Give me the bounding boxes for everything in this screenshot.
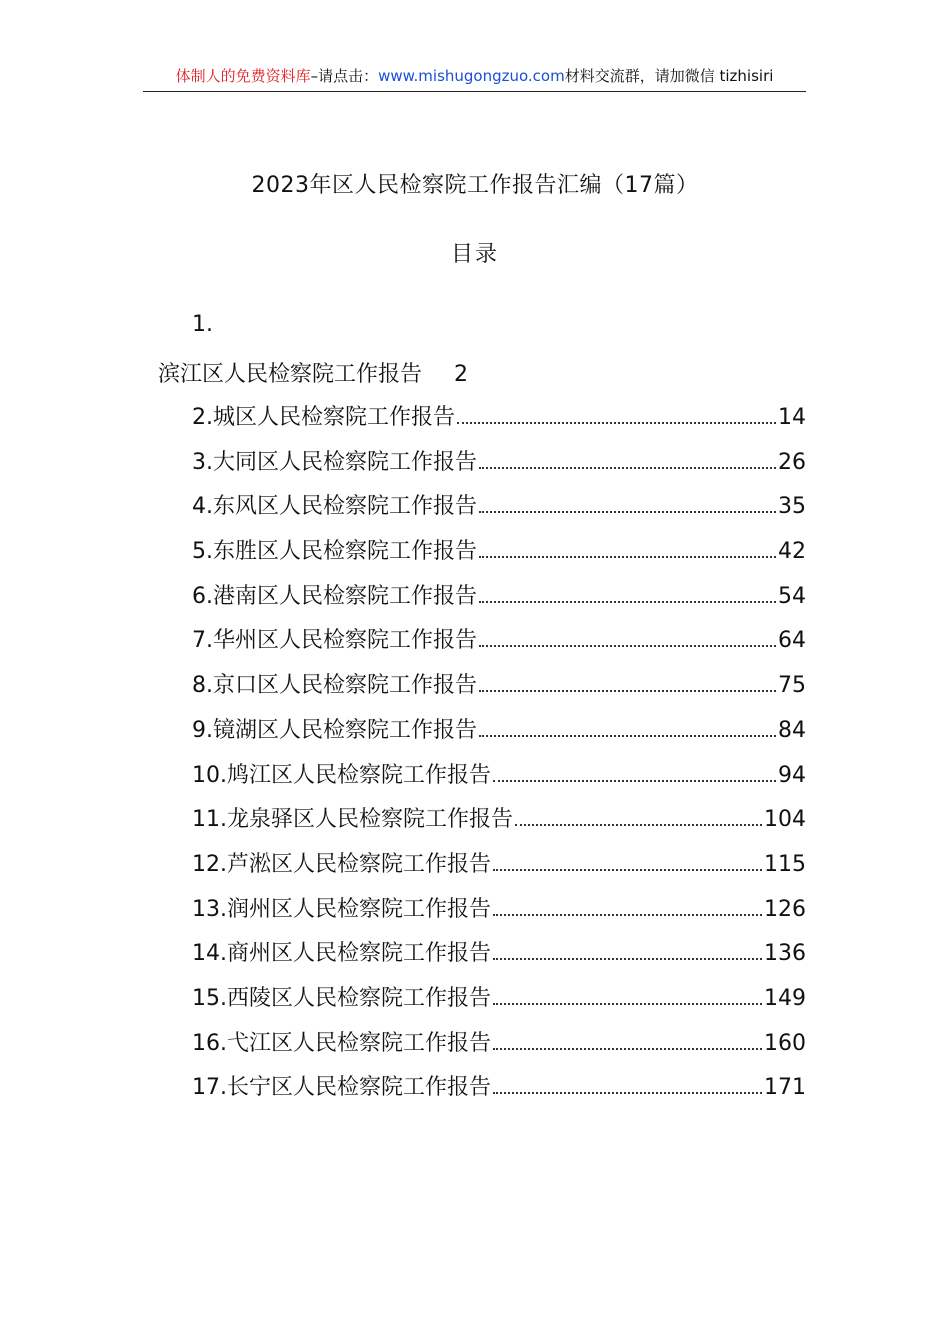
toc-item-title: 10.鸠江区人民检察院工作报告 — [192, 762, 491, 788]
website-link[interactable]: www.mishugongzuo.com — [378, 67, 565, 85]
toc-item-title: 16.弋江区人民检察院工作报告 — [192, 1030, 491, 1056]
toc-item-title: 3.大同区人民检察院工作报告 — [192, 449, 477, 475]
toc-item-page: 42 — [778, 539, 806, 565]
dot-leader — [493, 892, 762, 916]
toc-item-page: 14 — [778, 405, 806, 430]
dot-leader — [493, 758, 776, 782]
toc-first-number: 1. — [192, 312, 213, 337]
header-prompt: –请点击： — [310, 67, 379, 85]
dot-leader — [479, 713, 776, 737]
toc-first-entry[interactable] — [158, 357, 468, 388]
toc-item[interactable] — [192, 534, 806, 579]
document-title: 2023年区人民检察院工作报告汇编（17篇） — [251, 173, 699, 198]
dot-leader — [479, 668, 776, 692]
toc-item-page: 115 — [764, 851, 806, 877]
dot-leader — [479, 623, 776, 647]
toc-item-title: 13.润州区人民检察院工作报告 — [192, 896, 491, 922]
toc-item-title: 14.商州区人民检察院工作报告 — [192, 941, 491, 967]
toc-item-page: 84 — [778, 717, 806, 743]
toc-item[interactable] — [192, 713, 806, 758]
toc-item-title: 6.港南区人民检察院工作报告 — [192, 583, 477, 609]
toc-item-title: 2.城区人民检察院工作报告 — [192, 405, 455, 430]
toc-list — [192, 400, 806, 1115]
toc-item[interactable] — [192, 936, 806, 981]
toc-item[interactable] — [192, 489, 806, 534]
dot-leader — [493, 1026, 762, 1050]
toc-item[interactable] — [192, 847, 806, 892]
toc-item[interactable] — [192, 1070, 806, 1115]
dot-leader — [479, 489, 776, 513]
toc-item-page: 54 — [778, 583, 806, 609]
header-suffix: 材料交流群，请加微信 tizhisiri — [564, 67, 774, 85]
dot-leader — [493, 936, 762, 960]
toc-item[interactable] — [192, 1026, 806, 1071]
toc-item-page: 171 — [764, 1075, 806, 1101]
toc-item[interactable] — [192, 892, 806, 937]
toc-item-title: 17.长宁区人民检察院工作报告 — [192, 1075, 491, 1101]
toc-item-title: 7.华州区人民检察院工作报告 — [192, 628, 477, 654]
toc-item-page: 160 — [764, 1030, 806, 1056]
toc-item[interactable] — [192, 981, 806, 1026]
toc-item-page: 26 — [778, 449, 806, 475]
toc-item-title: 12.芦淞区人民检察院工作报告 — [192, 851, 491, 877]
toc-item-page: 2 — [454, 362, 469, 387]
toc-item-title: 4.东风区人民检察院工作报告 — [192, 494, 477, 520]
dot-leader — [493, 1070, 762, 1094]
toc-item-page: 64 — [778, 628, 806, 654]
toc-item[interactable] — [192, 668, 806, 713]
dot-leader — [493, 981, 762, 1005]
dot-leader — [479, 534, 776, 558]
toc-item[interactable] — [192, 579, 806, 624]
toc-item-page: 136 — [764, 941, 806, 967]
toc-item-page: 149 — [764, 985, 806, 1011]
toc-heading: 目录 — [450, 242, 499, 267]
toc-item-title: 5.东胜区人民检察院工作报告 — [192, 539, 477, 565]
toc-item[interactable] — [192, 445, 806, 490]
toc-item-page: 126 — [764, 896, 806, 922]
toc-item-title: 8.京口区人民检察院工作报告 — [192, 673, 477, 699]
dot-leader — [493, 847, 762, 871]
toc-item[interactable] — [192, 758, 806, 803]
toc-item-page: 75 — [778, 673, 806, 699]
page-header — [143, 66, 806, 92]
toc-item-page: 94 — [778, 762, 806, 788]
toc-item-title: 9.镜湖区人民检察院工作报告 — [192, 717, 477, 743]
toc-item-page: 35 — [778, 494, 806, 520]
toc-item-title: 11.龙泉驿区人民检察院工作报告 — [192, 807, 513, 833]
toc-item-title: 15.西陵区人民检察院工作报告 — [192, 985, 491, 1011]
toc-item-title: 滨江区人民检察院工作报告 — [158, 362, 423, 387]
toc-item[interactable] — [192, 802, 806, 847]
dot-leader — [479, 445, 776, 469]
toc-item[interactable] — [192, 400, 806, 445]
toc-item-page: 104 — [764, 807, 806, 833]
toc-item[interactable] — [192, 623, 806, 668]
dot-leader — [515, 802, 762, 826]
dot-leader — [457, 400, 776, 424]
brand-text: 体制人的免费资料库 — [175, 67, 311, 85]
dot-leader — [479, 579, 776, 603]
